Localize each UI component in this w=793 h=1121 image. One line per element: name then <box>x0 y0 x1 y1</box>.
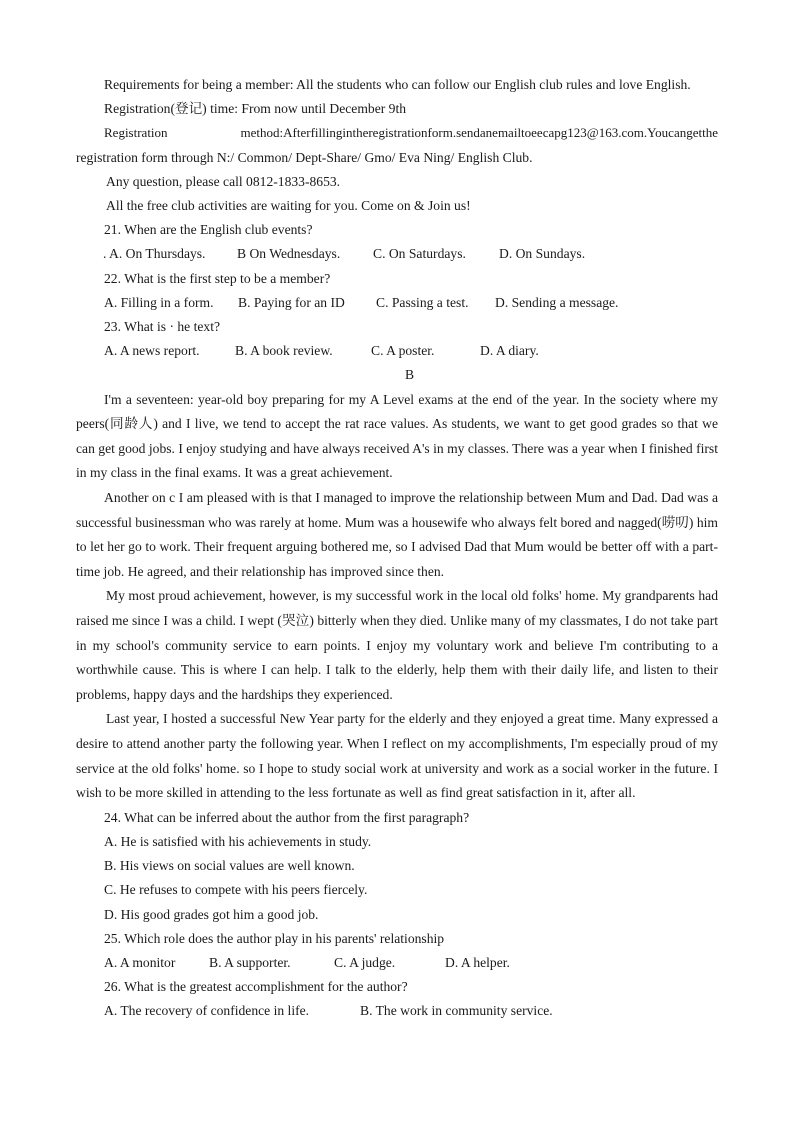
option-26-a: A. The recovery of confidence in life. <box>104 1003 310 1019</box>
option-24-a: A. He is satisfied with his achievements in study. <box>104 833 372 849</box>
question-22-stem: 22. What is the first step to be a member? <box>104 270 331 286</box>
option-23-c: C. A poster. <box>371 343 435 359</box>
option-26-b: B. The work in community service. <box>360 1003 553 1019</box>
document-page <box>76 73 718 1024</box>
option-21-b: B On Wednesdays. <box>237 246 341 262</box>
option-22-c: C. Passing a test. <box>376 294 469 310</box>
option-22-b: B. Paying for an ID <box>238 294 345 310</box>
option-22-a: A. Filling in a form. <box>104 294 214 310</box>
option-24-c: C. He refuses to compete with his peers fiercely. <box>104 882 368 898</box>
registration-method-line: Registration method:Afterfillingintheregistrationform.sendanemailtoeecapg123@163.com.Youcangetthe <box>104 125 718 141</box>
option-21-c: C. On Saturdays. <box>373 246 466 262</box>
option-21-a: . A. On Thursdays. <box>103 246 206 262</box>
question-23-stem: 23. What is · he text? <box>104 319 221 335</box>
question-26-options <box>76 999 718 1023</box>
question-25-stem: 25. Which role does the author play in his parents' relationship <box>104 930 445 946</box>
question-contact-line: Any question, please call 0812-1833-8653. <box>106 173 341 189</box>
option-24-d: D. His good grades got him a good job. <box>104 906 319 922</box>
section-b-heading: B <box>404 367 415 383</box>
question-26-stem: 26. What is the greatest accomplishment for the author? <box>104 979 408 995</box>
option-23-d: D. A diary. <box>480 343 539 359</box>
paragraph-2-text: Another on c I am pleased with is that I managed to improve the relationship between Mum and Dad. Dad was a successful businessman who was rarely at home. Mum was a housewife who always felt bored and nagged(唠叨) him to let her go to work. Their frequent arguing bothered me, so I advised Dad that Mum would be better off with a part-time job. He agreed, and their relationship has improved since then. <box>76 490 718 579</box>
question-21-stem: 21. When are the English club events? <box>104 222 313 238</box>
option-23-b: B. A book review. <box>235 343 333 359</box>
option-21-d: D. On Sundays. <box>499 246 586 262</box>
passage-paragraph-4 <box>76 707 718 805</box>
passage-paragraph-2 <box>76 486 718 584</box>
paragraph-4-text: Last year, I hosted a successful New Year party for the elderly and they enjoyed a great time. Many expressed a desire to attend another party the following year. When I reflect on my accomplishments, I'm especially proud of my service at the old folks' home. so I hope to study social work at university and work as a social worker in the future. I wish to be more skilled in attending to the less fortunate as well as find great satisfaction in it, after all. <box>76 711 718 801</box>
registration-time-line: Registration(登记) time: From now until December 9th <box>104 101 407 117</box>
question-24-stem: 24. What can be inferred about the author from the first paragraph? <box>104 809 470 825</box>
option-23-a: A. A news report. <box>104 343 200 359</box>
passage-paragraph-1 <box>76 388 718 486</box>
question-21-options <box>76 242 718 266</box>
join-line: All the free club activities are waiting for you. Come on & Join us! <box>106 198 471 214</box>
question-23-options <box>76 339 718 363</box>
option-25-d: D. A helper. <box>445 954 510 970</box>
option-25-c: C. A judge. <box>334 954 396 970</box>
requirements-line: Requirements for being a member: All the students who can follow our English club rules and love English. <box>104 77 691 92</box>
question-25-options <box>76 951 718 975</box>
registration-method-continued: registration form through N:/ Common/ Dept-Share/ Gmo/ Eva Ning/ English Club. <box>76 149 533 165</box>
paragraph-1-text: I'm a seventeen: year-old boy preparing for my A Level exams at the end of the year. In the society where my peers(同龄人) and I live, we tend to accept the rat race values. As students, we want to get good grades so that we can get good jobs. I enjoy studying and have always received A's in my classes. There was a year when I finished first in my class in the final exams. It was a great achievement. <box>76 391 718 481</box>
option-22-d: D. Sending a message. <box>495 294 619 310</box>
paragraph-3-text: My most proud achievement, however, is my successful work in the local old folks' home. My grandparents had raised me since I was a child. I wept (哭泣) bitterly when they died. Unlike many of my classmates, I do not take part in my school's community service to earn points. I enjoy my voluntary work and believe I'm contributing to a worthwhile cause. This is where I can help. I talk to the elderly, help them with their daily life, and listen to their problems, happy days and the hardships they experienced. <box>76 588 718 702</box>
option-24-b: B. His views on social values are well known. <box>104 858 355 874</box>
option-25-a: A. A monitor <box>104 954 176 970</box>
passage-paragraph-3 <box>76 584 718 707</box>
option-25-b: B. A supporter. <box>209 954 291 970</box>
question-22-options <box>76 291 718 315</box>
